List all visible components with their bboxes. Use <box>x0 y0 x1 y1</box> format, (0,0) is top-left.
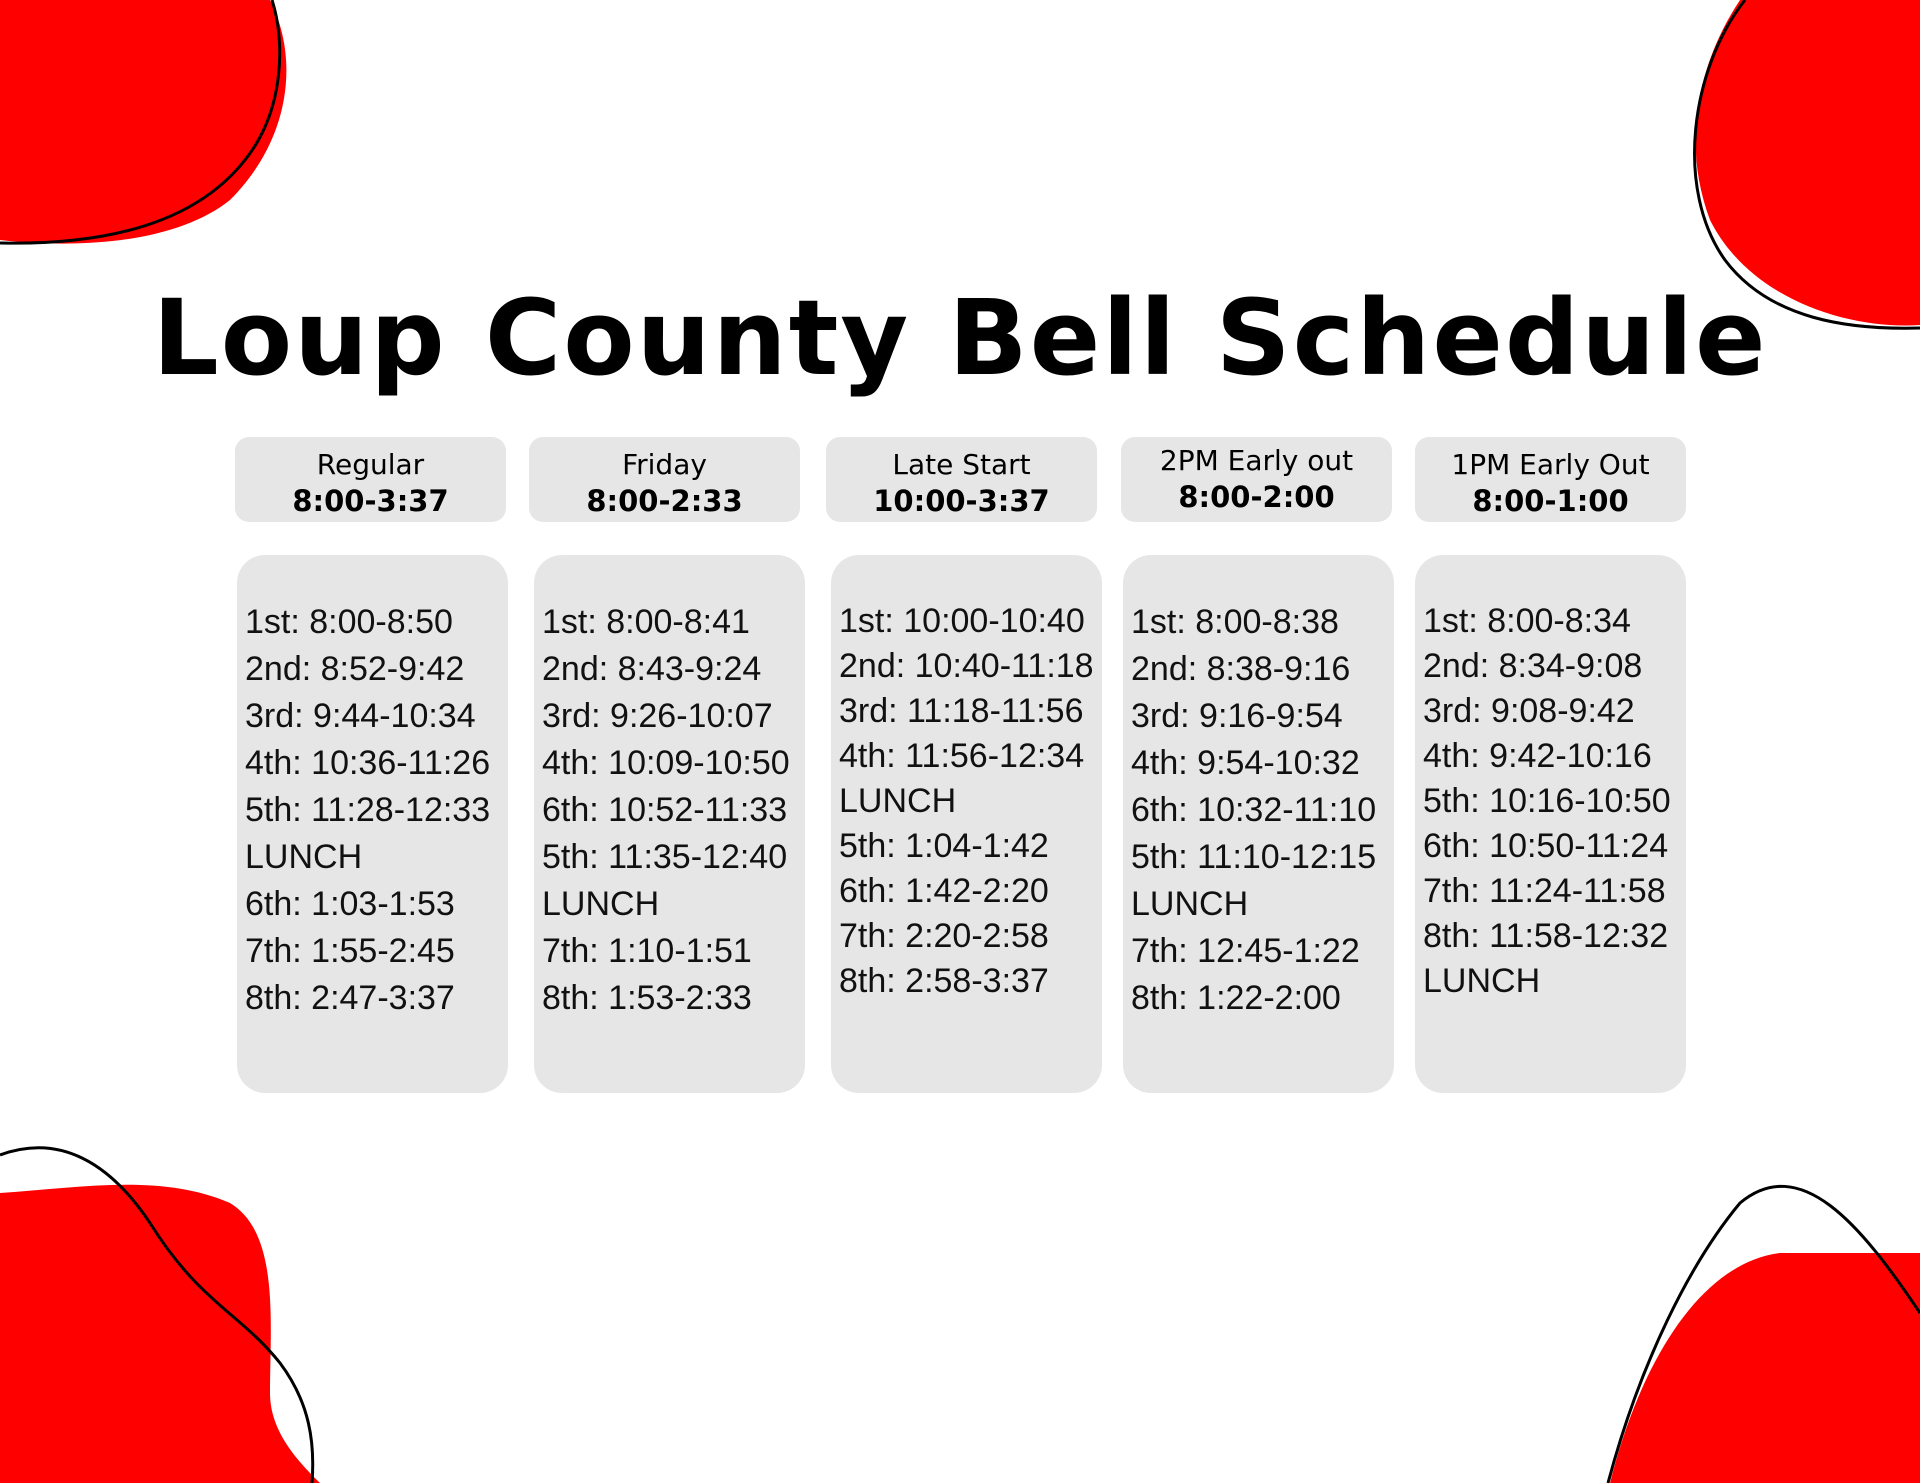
schedule-name: Regular <box>316 448 425 481</box>
period-item: 5th: 11:10-12:15 <box>1131 838 1377 876</box>
period-item: 2nd: 10:40-11:18 <box>839 647 1094 685</box>
period-item: LUNCH <box>1131 885 1249 923</box>
period-item: 7th: 1:10-1:51 <box>542 932 752 970</box>
schedule-name: Late Start <box>892 448 1031 481</box>
period-item: 3rd: 11:18-11:56 <box>839 692 1084 730</box>
period-item: 4th: 10:09-10:50 <box>542 744 790 782</box>
period-item: 7th: 11:24-11:58 <box>1423 872 1666 910</box>
schedule-header-friday <box>529 437 800 522</box>
schedule-time: 8:00-3:37 <box>292 484 449 518</box>
period-item: 5th: 10:16-10:50 <box>1423 782 1671 820</box>
period-item: LUNCH <box>839 782 957 820</box>
period-item: 3rd: 9:08-9:42 <box>1423 692 1635 730</box>
period-item: 1st: 8:00-8:50 <box>245 603 453 641</box>
period-item: 6th: 10:32-11:10 <box>1131 791 1377 829</box>
schedule-time: 8:00-2:33 <box>586 484 743 518</box>
period-item: 7th: 1:55-2:45 <box>245 932 455 970</box>
schedule-time: 8:00-2:00 <box>1178 480 1335 514</box>
period-item: 1st: 8:00-8:34 <box>1423 602 1631 640</box>
period-item: LUNCH <box>1423 962 1541 1000</box>
period-item: LUNCH <box>245 838 363 876</box>
schedule-header-1pm-early-out <box>1415 437 1686 522</box>
period-item: 1st: 8:00-8:38 <box>1131 603 1339 641</box>
period-item: 2nd: 8:43-9:24 <box>542 650 762 688</box>
period-item: 7th: 12:45-1:22 <box>1131 932 1360 970</box>
period-item: 6th: 10:52-11:33 <box>542 791 788 829</box>
period-item: 6th: 1:03-1:53 <box>245 885 455 923</box>
period-item: 3rd: 9:44-10:34 <box>245 697 476 735</box>
schedule-column-late-start <box>831 555 1102 1093</box>
schedule-time: 8:00-1:00 <box>1472 484 1629 518</box>
period-item: 5th: 1:04-1:42 <box>839 827 1049 865</box>
period-item: 4th: 9:54-10:32 <box>1131 744 1360 782</box>
period-item: LUNCH <box>542 885 660 923</box>
period-item: 1st: 8:00-8:41 <box>542 603 750 641</box>
schedule-name: Friday <box>622 448 707 481</box>
period-item: 3rd: 9:16-9:54 <box>1131 697 1343 735</box>
period-item: 1st: 10:00-10:40 <box>839 602 1085 640</box>
schedule-time: 10:00-3:37 <box>873 484 1050 518</box>
period-item: 5th: 11:35-12:40 <box>542 838 788 876</box>
period-item: 6th: 1:42-2:20 <box>839 872 1049 910</box>
period-item: 6th: 10:50-11:24 <box>1423 827 1669 865</box>
schedule-header-regular <box>235 437 506 522</box>
period-item: 2nd: 8:38-9:16 <box>1131 650 1351 688</box>
schedule-name: 2PM Early out <box>1159 444 1354 477</box>
schedule-column-regular <box>237 555 508 1093</box>
period-item: 4th: 11:56-12:34 <box>839 737 1085 775</box>
schedule-column-2pm-early-out <box>1123 555 1394 1093</box>
schedule-column-friday <box>534 555 805 1093</box>
period-item: 2nd: 8:52-9:42 <box>245 650 465 688</box>
period-item: 8th: 2:47-3:37 <box>245 979 455 1017</box>
corner-decoration-bottom-right <box>1600 1183 1920 1483</box>
period-item: 3rd: 9:26-10:07 <box>542 697 773 735</box>
schedule-header-late-start <box>826 437 1097 522</box>
period-item: 4th: 10:36-11:26 <box>245 744 491 782</box>
corner-decoration-top-left <box>0 0 300 260</box>
schedule-header-2pm-early-out <box>1121 437 1392 522</box>
period-item: 8th: 11:58-12:32 <box>1423 917 1669 955</box>
schedule-column-1pm-early-out <box>1415 555 1686 1093</box>
page-title: Loup County Bell Schedule <box>152 277 1768 399</box>
period-item: 8th: 2:58-3:37 <box>839 962 1049 1000</box>
corner-decoration-bottom-left <box>0 1143 340 1483</box>
period-item: 4th: 9:42-10:16 <box>1423 737 1652 775</box>
period-item: 2nd: 8:34-9:08 <box>1423 647 1643 685</box>
period-item: 8th: 1:53-2:33 <box>542 979 752 1017</box>
period-item: 8th: 1:22-2:00 <box>1131 979 1341 1017</box>
period-item: 5th: 11:28-12:33 <box>245 791 491 829</box>
period-item: 7th: 2:20-2:58 <box>839 917 1049 955</box>
schedule-name: 1PM Early Out <box>1451 448 1650 481</box>
